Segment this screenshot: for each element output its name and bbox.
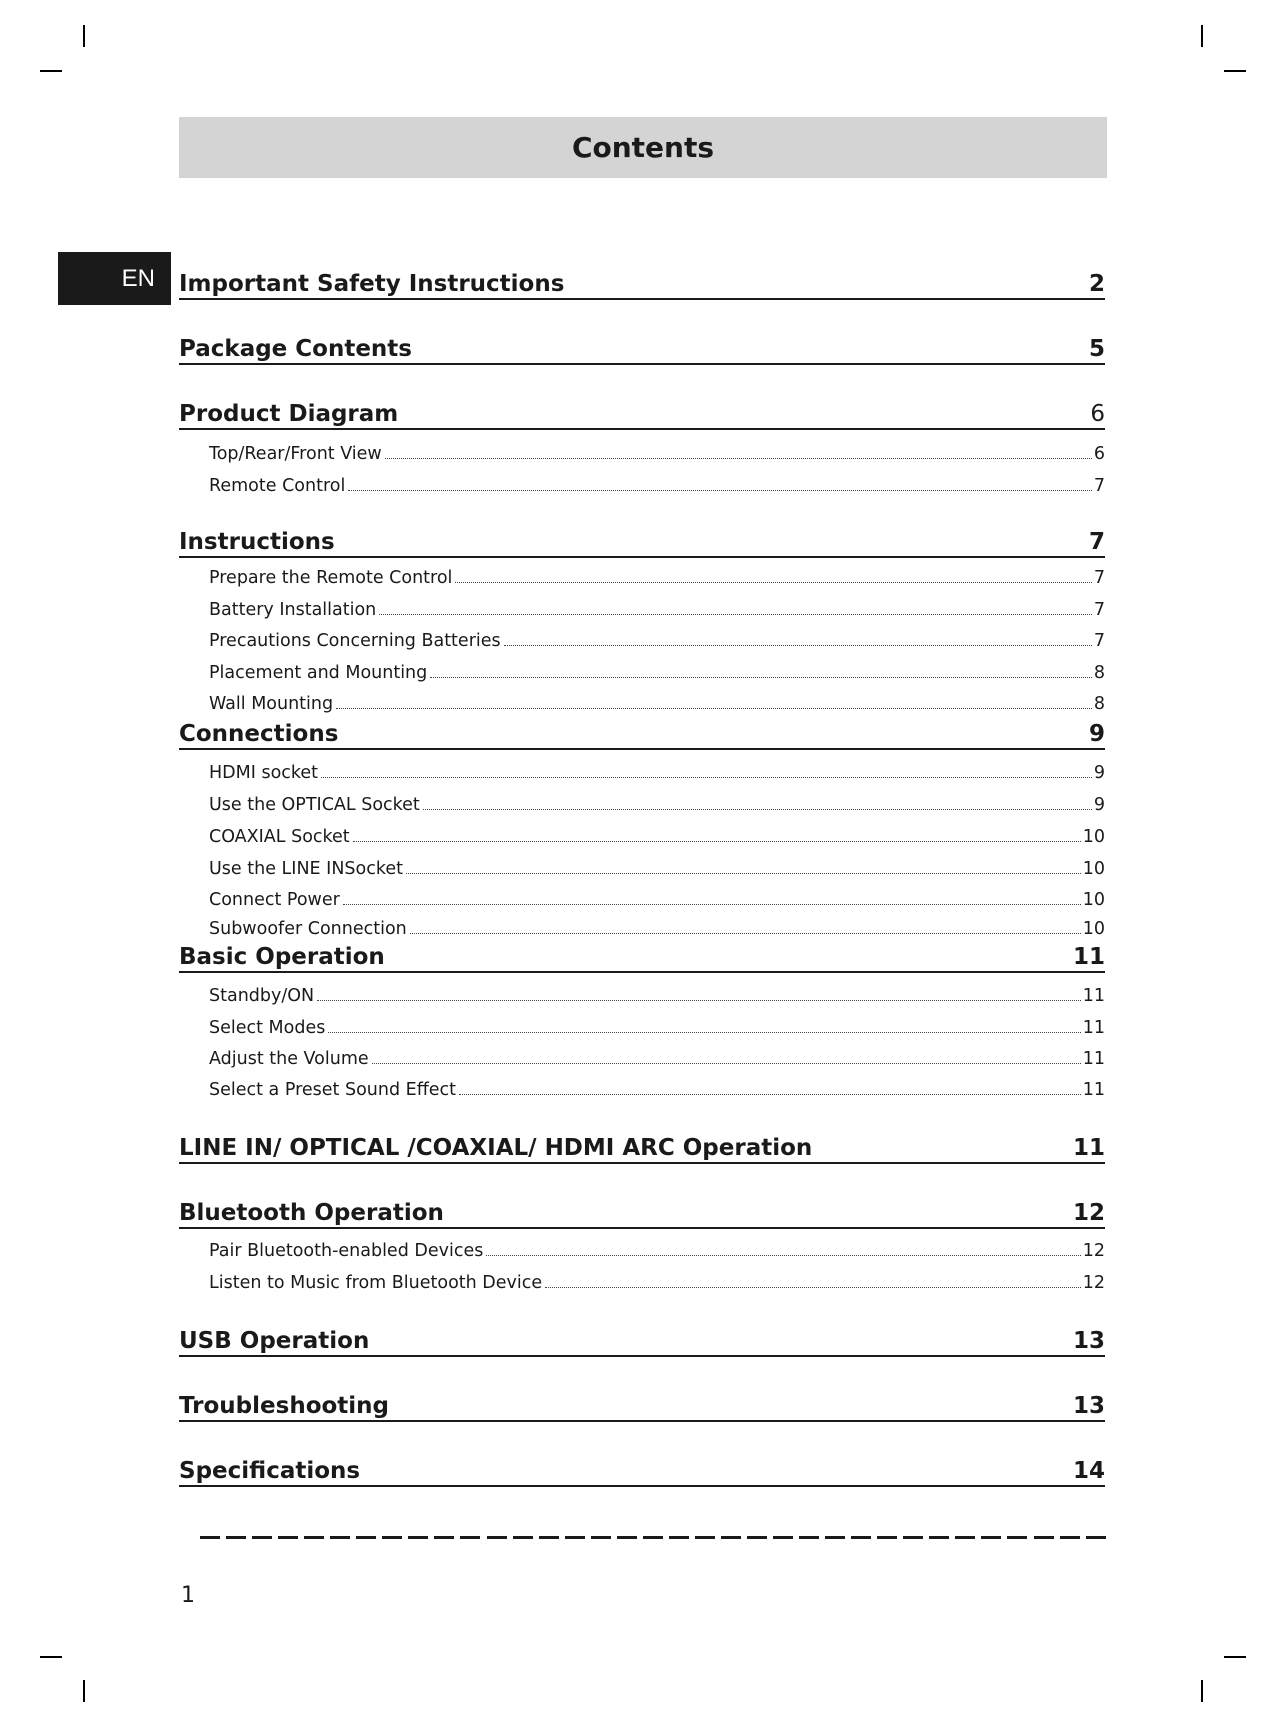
dot-leader: [328, 1031, 1080, 1033]
entry-label: Use the OPTICAL Socket: [209, 795, 420, 815]
section-page: 2: [1088, 271, 1105, 297]
toc-section[interactable]: [179, 1321, 1105, 1357]
toc-entry[interactable]: [209, 855, 1105, 879]
dot-leader: [336, 707, 1092, 709]
toc-entry[interactable]: [209, 1269, 1105, 1293]
entry-page: 8: [1093, 663, 1105, 683]
toc-section[interactable]: [179, 1193, 1105, 1229]
page-title: Contents: [571, 131, 715, 164]
dot-leader: [348, 489, 1092, 491]
section-label: Bluetooth Operation: [179, 1200, 444, 1226]
entry-label: Pair Bluetooth-enabled Devices: [209, 1241, 484, 1261]
section-page: 13: [1072, 1393, 1105, 1419]
toc-section[interactable]: [179, 264, 1105, 300]
section-label: LINE IN/ OPTICAL /COAXIAL/ HDMI ARC Operation: [179, 1135, 813, 1161]
crop-mark: [83, 25, 85, 47]
section-label: Basic Operation: [179, 944, 385, 970]
entry-page: 9: [1093, 763, 1105, 783]
toc-entry[interactable]: [209, 915, 1105, 939]
entry-page: 11: [1082, 986, 1105, 1006]
entry-label: Use the LINE INSocket: [209, 859, 403, 879]
toc-entry[interactable]: [209, 759, 1105, 783]
toc-entry[interactable]: [209, 823, 1105, 847]
entry-label: Placement and Mounting: [209, 663, 428, 683]
crop-mark: [1224, 1656, 1246, 1658]
entry-label: HDMI socket: [209, 763, 319, 783]
dot-leader: [321, 776, 1092, 778]
dot-leader: [545, 1286, 1081, 1288]
crop-mark: [40, 1656, 62, 1658]
dot-leader: [317, 999, 1081, 1001]
section-label: Product Diagram: [179, 401, 399, 427]
toc-entry[interactable]: [209, 440, 1105, 464]
dot-leader: [486, 1254, 1080, 1256]
toc-entry[interactable]: [209, 1237, 1105, 1261]
entry-page: 12: [1082, 1241, 1105, 1261]
toc-entry[interactable]: [209, 564, 1105, 588]
entry-label: Prepare the Remote Control: [209, 568, 453, 588]
section-label: USB Operation: [179, 1328, 370, 1354]
section-label: Instructions: [179, 529, 335, 555]
section-page: 5: [1088, 336, 1105, 362]
section-page: 9: [1088, 721, 1105, 747]
entry-page: 11: [1082, 1049, 1105, 1069]
entry-label: COAXIAL Socket: [209, 827, 350, 847]
dot-leader: [406, 872, 1081, 874]
entry-page: 10: [1082, 859, 1105, 879]
toc-entry[interactable]: [209, 1014, 1105, 1038]
dot-leader: [353, 840, 1081, 842]
entry-page: 10: [1082, 890, 1105, 910]
section-label: Troubleshooting: [179, 1393, 390, 1419]
page-number: 1: [181, 1583, 195, 1608]
entry-label: Subwoofer Connection: [209, 919, 407, 939]
entry-page: 7: [1093, 600, 1105, 620]
entry-label: Select a Preset Sound Effect: [209, 1080, 456, 1100]
entry-page: 9: [1093, 795, 1105, 815]
entry-page: 11: [1082, 1018, 1105, 1038]
section-page: 13: [1072, 1328, 1105, 1354]
section-page: 6: [1090, 401, 1105, 427]
entry-label: Select Modes: [209, 1018, 326, 1038]
entry-label: Connect Power: [209, 890, 340, 910]
section-page: 11: [1072, 1135, 1105, 1161]
crop-mark: [83, 1680, 85, 1702]
section-page: 7: [1088, 529, 1105, 555]
toc-section[interactable]: [179, 937, 1105, 973]
section-label: Specifications: [179, 1458, 361, 1484]
dot-leader: [343, 903, 1081, 905]
section-label: Connections: [179, 721, 339, 747]
toc-entry[interactable]: [209, 596, 1105, 620]
toc-section[interactable]: [179, 1128, 1105, 1164]
crop-mark: [1201, 25, 1203, 47]
entry-page: 7: [1093, 631, 1105, 651]
section-page: 11: [1072, 944, 1105, 970]
toc-entry[interactable]: [209, 659, 1105, 683]
dot-leader: [385, 457, 1092, 459]
dot-leader: [455, 581, 1091, 583]
entry-label: Battery Installation: [209, 600, 377, 620]
entry-label: Standby/ON: [209, 986, 315, 1006]
crop-mark: [1224, 70, 1246, 72]
crop-mark: [40, 70, 62, 72]
dot-leader: [423, 808, 1092, 810]
dot-leader: [372, 1062, 1081, 1064]
toc-section[interactable]: [179, 1386, 1105, 1422]
section-page: 12: [1072, 1200, 1105, 1226]
dot-leader: [379, 613, 1092, 615]
entry-page: 6: [1093, 444, 1105, 464]
entry-page: 12: [1082, 1273, 1105, 1293]
toc-entry[interactable]: [209, 886, 1105, 910]
toc-entry[interactable]: [209, 627, 1105, 651]
toc-section[interactable]: [179, 714, 1105, 750]
entry-page: 8: [1093, 694, 1105, 714]
entry-label: Wall Mounting: [209, 694, 334, 714]
toc-entry[interactable]: [209, 791, 1105, 815]
dot-leader: [504, 644, 1092, 646]
dot-leader: [410, 932, 1081, 934]
toc-entry[interactable]: [209, 690, 1105, 714]
toc-entry[interactable]: [209, 982, 1105, 1006]
entry-label: Top/Rear/Front View: [209, 444, 382, 464]
crop-mark: [1201, 1680, 1203, 1702]
toc-section[interactable]: [179, 1451, 1105, 1487]
contents-title-bar: [179, 117, 1107, 178]
entry-page: 10: [1082, 827, 1105, 847]
entry-page: 10: [1082, 919, 1105, 939]
section-page: 14: [1072, 1458, 1105, 1484]
toc-section[interactable]: [179, 329, 1105, 365]
section-label: Package Contents: [179, 336, 412, 362]
entry-page: 7: [1093, 568, 1105, 588]
entry-label: Listen to Music from Bluetooth Device: [209, 1273, 543, 1293]
toc-entry[interactable]: [209, 1045, 1105, 1069]
entry-label: Precautions Concerning Batteries: [209, 631, 501, 651]
section-label: Important Safety Instructions: [179, 271, 565, 297]
dot-leader: [430, 676, 1092, 678]
dot-leader: [459, 1093, 1081, 1095]
toc-section[interactable]: [179, 394, 1105, 430]
entry-label: Remote Control: [209, 476, 346, 496]
entry-page: 7: [1093, 476, 1105, 496]
entry-label: Adjust the Volume: [209, 1049, 369, 1069]
toc-entry[interactable]: [209, 472, 1105, 496]
toc-entry[interactable]: [209, 1076, 1105, 1100]
language-tab: EN: [58, 252, 171, 305]
entry-page: 11: [1082, 1080, 1105, 1100]
dashed-separator: [200, 1536, 1106, 1539]
toc-section[interactable]: [179, 522, 1105, 558]
